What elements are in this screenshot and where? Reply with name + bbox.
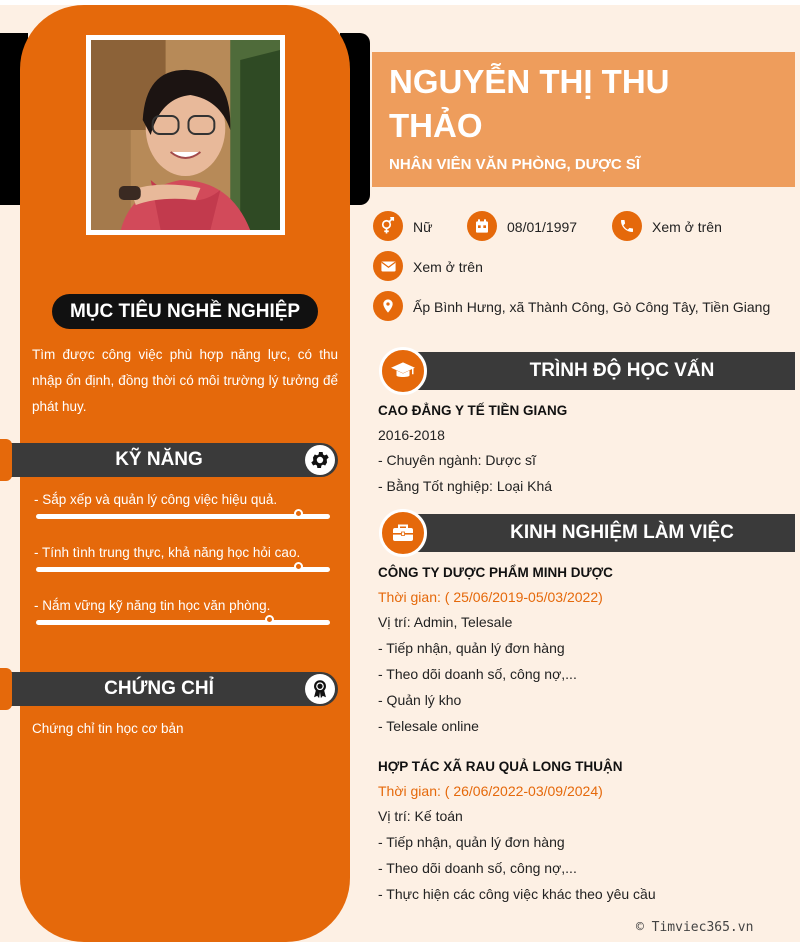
job-company: HỢP TÁC XÃ RAU QUẢ LONG THUẬN — [378, 759, 623, 774]
skill-label: - Tính tình trung thực, khả năng học hỏi cao. — [34, 545, 301, 560]
certificates-header-tab — [0, 668, 12, 710]
location-icon — [373, 291, 403, 321]
skill-item — [34, 492, 334, 507]
certificates-title: CHỨNG CHỈ — [104, 678, 214, 699]
experience-header — [379, 514, 795, 552]
certificates-header — [0, 672, 338, 706]
briefcase-icon — [379, 509, 427, 557]
birthday-value: 08/01/1997 — [507, 219, 578, 235]
name-header — [372, 52, 795, 187]
phone-value: Xem ở trên — [652, 219, 722, 235]
calendar-icon — [467, 211, 497, 241]
gender-value: Nữ — [413, 219, 433, 235]
job-duty: - Tiếp nhận, quản lý đơn hàng — [378, 640, 565, 656]
certificates-text: Chứng chỉ tin học cơ bản — [32, 721, 184, 736]
gear-icon — [305, 445, 335, 475]
skills-header-tab — [0, 439, 12, 481]
cv-page — [0, 5, 800, 942]
skill-item — [34, 545, 334, 560]
job-position: Vị trí: Admin, Telesale — [378, 614, 513, 630]
objective-text: Tìm được công việc phù hợp năng lực, có thu nhập ổn định, đồng thời có môi trường lý tưởng để phát huy. — [32, 347, 338, 414]
skill-label: - Nắm vững kỹ năng tin học văn phòng. — [34, 598, 271, 613]
job-position: Vị trí: Kế toán — [378, 808, 463, 824]
email-icon — [373, 251, 403, 281]
experience-title: KINH NGHIỆM LÀM VIỆC — [510, 522, 734, 543]
skill-item — [34, 598, 334, 613]
education-header — [379, 352, 795, 390]
skill-bar-knob — [265, 615, 274, 624]
skills-header — [0, 443, 338, 477]
job-duty: - Theo dõi doanh số, công nợ,... — [378, 860, 577, 876]
job-time: Thời gian: ( 26/06/2022-03/09/2024) — [378, 783, 603, 799]
job-duty: - Tiếp nhận, quản lý đơn hàng — [378, 834, 565, 850]
job-duty: - Telesale online — [378, 718, 479, 734]
education-title: TRÌNH ĐỘ HỌC VẤN — [529, 360, 715, 381]
email-value: Xem ở trên — [413, 259, 483, 275]
education-degree: - Bằng Tốt nghiệp: Loại Khá — [378, 478, 553, 494]
education-major: - Chuyên ngành: Dược sĩ — [378, 452, 536, 468]
graduation-cap-icon — [379, 347, 427, 395]
skills-title: KỸ NĂNG — [115, 449, 203, 470]
job-company: CÔNG TY DƯỢC PHẨM MINH DƯỢC — [378, 565, 613, 580]
phone-icon — [612, 211, 642, 241]
sidebar — [20, 5, 350, 942]
job-duty: - Thực hiện các công việc khác theo yêu cầu — [378, 886, 656, 902]
skill-label: - Sắp xếp và quản lý công việc hiệu quả. — [34, 492, 278, 507]
skill-bar-track — [36, 567, 330, 572]
footer-watermark: © Timviec365.vn — [636, 920, 754, 935]
objective-title: MỤC TIÊU NGHỀ NGHIỆP — [52, 294, 318, 329]
education-period: 2016-2018 — [378, 427, 445, 443]
award-icon — [305, 674, 335, 704]
job-duty: - Quản lý kho — [378, 692, 462, 708]
skill-bar-track — [36, 620, 330, 625]
job-time: Thời gian: ( 25/06/2019-05/03/2022) — [378, 589, 603, 605]
education-school: CAO ĐẲNG Y TẾ TIỀN GIANG — [378, 403, 568, 418]
full-name: NGUYỄN THỊ THU THẢO — [389, 63, 670, 144]
job-duty: - Theo dõi doanh số, công nợ,... — [378, 666, 577, 682]
gender-icon — [373, 211, 403, 241]
profile-photo — [86, 35, 285, 235]
address-value: Ấp Bình Hưng, xã Thành Công, Gò Công Tây, Tiền Giang — [413, 299, 771, 315]
job-title: NHÂN VIÊN VĂN PHÒNG, DƯỢC SĨ — [389, 156, 641, 173]
skill-bar-track — [36, 514, 330, 519]
